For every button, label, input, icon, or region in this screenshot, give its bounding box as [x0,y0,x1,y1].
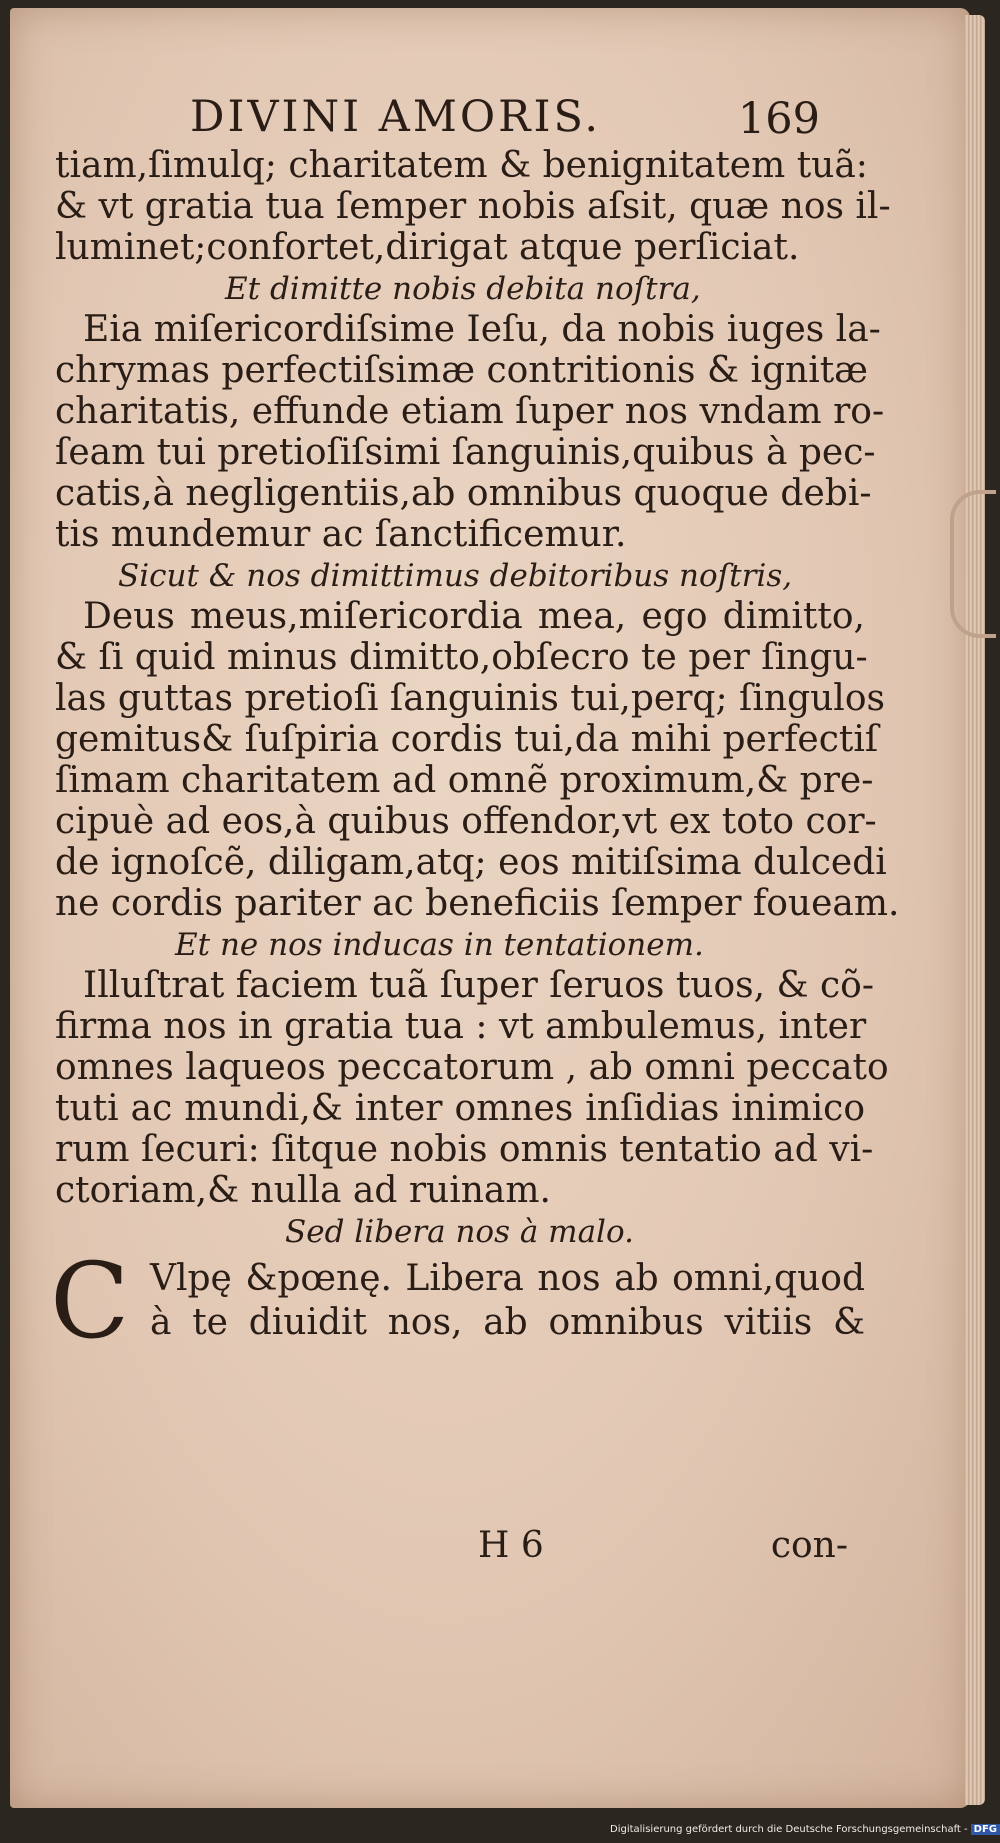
text-line: catis,à negligentiis,ab omnibus quoque debi- [55,473,872,514]
section-heading: Sicut & nos dimittimus debitoribus noſtris, [118,558,793,594]
credit-text: Digitalisierung gefördert durch die Deutsche Forschungsgemeinschaft - [610,1824,968,1835]
text-line: Illuſtrat faciem tuã ſuper ſeruos tuos, & cõ- [83,965,875,1006]
text-line: tiam,ſimulq; charitatem & benignitatem tuã: [55,145,868,186]
section-heading: Et dimitte nobis debita noſtra, [225,271,701,307]
text-line: ne cordis pariter ac beneficiis ſemper foueam. [55,883,900,924]
text-line: Deus meus,miſericordia mea, ego dimitto, [83,596,865,637]
text-line: ctoriam,& nulla ad ruinam. [55,1170,551,1211]
text-line: luminet;confortet,dirigat atque perſiciat. [55,227,800,268]
text-line: chrymas perfectiſsimæ contritionis & ignitæ [55,350,869,391]
text-line: Eia miſericordiſsime Ieſu, da nobis iuges la- [83,309,881,350]
text-line: omnes laqueos peccatorum , ab omni peccato [55,1047,889,1088]
signature-mark: H 6 [478,1525,544,1566]
text-line: gemitus& ſuſpiria cordis tui,da mihi perfectiſ [55,719,879,760]
dfg-badge: DFG [971,1824,1000,1835]
text-line: & vt gratia tua ſemper nobis aſsit, quæ nos il- [55,186,891,227]
page-footer [478,1525,848,1570]
running-title: DIVINI AMORIS. [190,92,602,142]
text-line: rum ſecuri: ſitque nobis omnis tentatio ad vi- [55,1129,874,1170]
text-block [50,145,900,1362]
page-number: 169 [737,94,820,144]
text-line: firma nos in gratia tua : vt ambulemus, inter [55,1006,867,1047]
section-heading: Sed libera nos à malo. [285,1214,634,1250]
book-clasp [950,490,996,638]
text-line: charitatis, effunde etiam ſuper nos vndam ro- [55,391,885,432]
dropcap-paragraph [50,1240,865,1362]
text-line: tis mundemur ac ſanctificemur. [55,514,627,555]
text-line: ſeam tui pretioſiſsimi ſanguinis,quibus à pec- [55,432,876,473]
text-line: Vlpę &pœnę. Libera nos ab omni,quod [150,1258,865,1299]
text-line: ſimam charitatem ad omnẽ proximum,& pre- [55,760,874,801]
text-line: de ignoſcẽ, diligam,atq; eos mitiſsima dulcedi [55,842,887,883]
digitization-credit [610,1824,995,1840]
text-line: las guttas pretioſi ſanguinis tui,perq; ſingulos [55,678,885,719]
text-line: tuti ac mundi,& inter omnes inſidias inimico [55,1088,865,1129]
page-edges [965,15,985,1805]
text-line: cipuè ad eos,à quibus offendor,vt ex toto cor- [55,801,877,842]
section-heading: Et ne nos inducas in tentationem. [175,927,704,963]
drop-capital: C [50,1240,130,1362]
text-line: & ſi quid minus dimitto,obſecro te per ſingu- [55,637,868,678]
text-line: à te diuidit nos, ab omnibus vitiis & [150,1302,865,1343]
catchword: con- [770,1525,848,1566]
running-head [190,92,820,148]
